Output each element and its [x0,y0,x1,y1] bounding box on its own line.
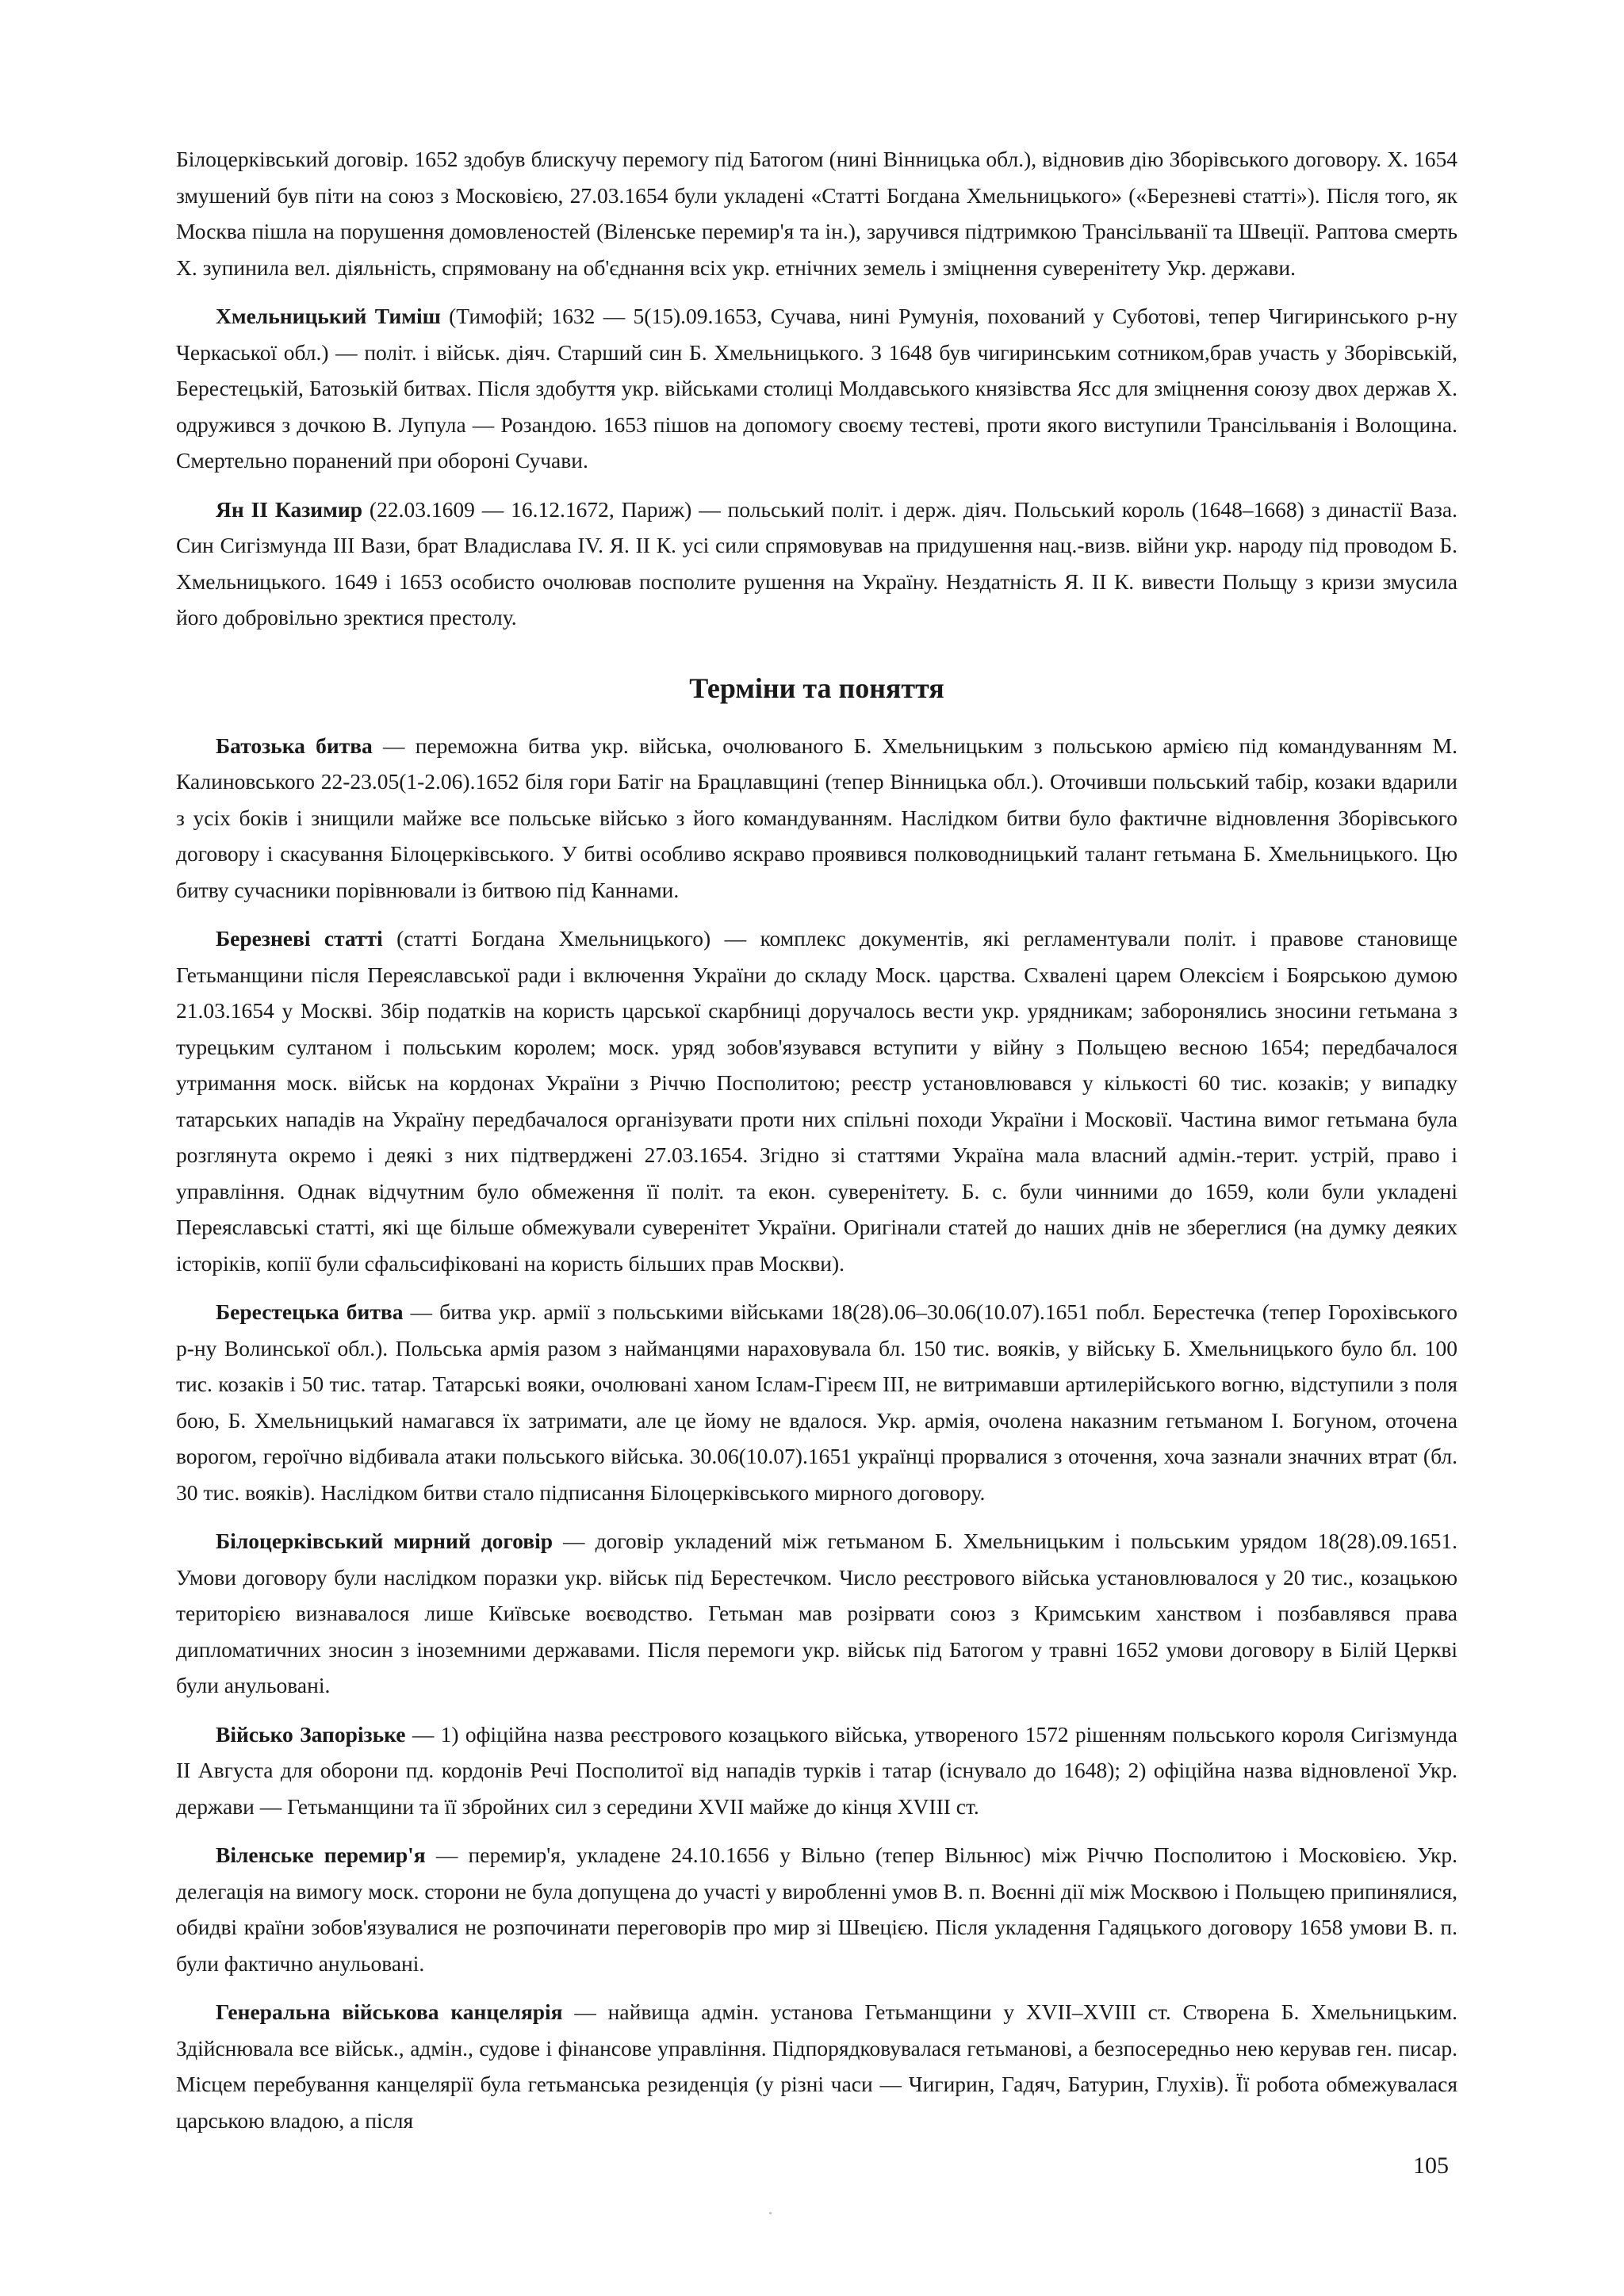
term-definition: (Тимофій; 1632 — 5(15).09.1653, Сучава, нині Румунія, похований у Суботові, тепер Чигиринського р-ну Черкаської обл.) — політ. і військ. діяч. Старший син Б. Хмельницького. З 1648 був чигиринським сотником,брав участь у Зборівській, Берестецькій, Батозькій битвах. Після здобуття укр. військами столиці Молдавського князівства Ясс для зміцнення союзу двох держав Х. одружився з дочкою В. Лупула — Розандою. 1653 пішов на допомогу своєму тестеві, проти якого виступили Трансільванія і Волощина. Смертельно поранений при обороні Сучави. [176,304,1457,473]
term-berestechko-battle [176,1294,1457,1510]
term-zaporozhian-host [176,1716,1457,1825]
biography-jan-kazimierz [176,492,1457,636]
page-number: 105 [1413,2152,1449,2179]
term-name: Віленське перемир'я [216,1843,426,1867]
term-name: Батозька битва [216,733,373,758]
term-name: Березневі статті [216,926,383,951]
term-bila-tserkva-treaty [176,1523,1457,1704]
term-name: Берестецька битва [216,1299,404,1324]
term-name: Ян II Казимир [216,496,363,522]
term-definition: (22.03.1609 — 16.12.1672, Париж) — польський політ. і держ. діяч. Польський король (1648–1668) з династії Ваза. Син Сигізмунда III Вази, брат Владислава IV. Я. II К. усі сили спрямовував на придушення нац.-визв. війни укр. народу під проводом Б. Хмельницького. 1649 і 1653 особисто очолював посполите рушення на Україну. Нездатність Я. II К. вивести Польщу з кризи змусила його добровільно зректися престолу. [176,496,1458,629]
intro-paragraph: Білоцерківський договір. 1652 здобув блискучу перемогу під Батогом (нині Вінницька обл.), відновив дію Зборівського договору. Х. 1654 змушений був піти на союз з Московією, 27.03.1654 були укладені «Статті Богдана Хмельницького» («Березневі статті»). Після того, як Москва пішла на порушення домовленостей (Віленське перемир'я та ін.), заручився підтримкою Трансільванії та Швеції. Раптова смерть Х. зупинила вел. діяльність, спрямовану на об'єднання всіх укр. етнічних земель і зміцнення суверенітету Укр. держави. [176,147,1457,280]
term-definition: — битва укр. армії з польськими військами 18(28).06–30.06(10.07).1651 побл. Берестечка (тепер Горохівського р-ну Волинської обл.). Польська армія разом з найманцями нараховувала бл. 150 тис. вояків, у війську Б. Хмельницького було бл. 100 тис. козаків і 50 тис. татар. Татарські вояки, очолювані ханом Іслам-Гіреєм III, не витримавши артилерійського вогню, відступили з поля бою, Б. Хмельницький намагався їх затримати, але це йому не вдалося. Укр. армія, очолена наказним гетьманом І. Богуном, оточена ворогом, героїчно відбивала атаки польського війська. 30.06(10.07).1651 українці прорвалися з оточення, хоча зазнали значних втрат (бл. 30 тис. вояків). Наслідком битви стало підписання Білоцерківського мирного договору. [176,1299,1457,1505]
term-definition: — переможна битва укр. війська, очолюваного Б. Хмельницьким з польською армією під командуванням М. Калиновського 22-23.05(1-2.06).1652 біля гори Батіг на Брацлавщині (тепер Вінницька обл.). Оточивши польський табір, козаки вдарили з усіх боків і знищили майже все польське військо з його командуванням. Наслідком битви було фактичне відновлення Зборівського договору і скасування Білоцерківського. У битві особливо яскраво проявився полководницький талант гетьмана Б. Хмельницького. Цю битву сучасники порівнювали із битвою під Каннами. [176,733,1457,902]
term-definition: — 1) офіційна назва реєстрового козацького війська, утвореного 1572 рішенням польського короля Сигізмунда II Августа для оборони пд. кордонів Речі Посполитої від нападів турків і татар (існувало до 1648); 2) офіційна назва відновленої Укр. держави — Гетьманщини та її збройних сил з середини XVII майже до кінця XVIII ст. [176,1721,1457,1819]
term-definition: — перемир'я, укладене 24.10.1656 у Вільно (тепер Вільнюс) між Річчю Посполитою і Московією. Укр. делегація на вимогу моск. сторони не була допущена до участі у виробленні умов В. п. Воєнні дії між Москвою і Польщею припинялися, обидві країни зобов'язувалися не розпочинати переговорів про мир зі Швецією. Після укладення Гадяцького договору 1658 умови В. п. були фактично анульовані. [176,1843,1458,1976]
term-name: Хмельницький Тиміш [216,304,441,328]
term-vilnius-truce [176,1837,1457,1981]
scan-artifact [769,2212,772,2214]
term-definition: (статті Богдана Хмельницького) — комплекс документів, які регламентували політ. і правове становище Гетьманщини після Переяславської ради і включення України до складу Моск. царства. Схвалені царем Олексієм і Боярською думою 21.03.1654 у Москві. Збір податків на користь царської скарбниці доручалось вести укр. урядникам; заборонялись зносини гетьмана з турецьким султаном і польським королем; моск. уряд зобов'язувався вступити у війну з Польщею весною 1654; передбачалося утримання моск. військ на кордонах України з Річчю Посполитою; реєстр установлювався у кількості 60 тис. козаків; у випадку татарських нападів на Україну передбачалося організувати проти них спільні походи України і Московії. Частина вимог гетьмана була розглянута окремо і деякі з них підтверджені 27.03.1654. Згідно зі статтями Україна мала власний адмін.-терит. устрій, право і управління. Однак відчутним було обмеження її політ. та екон. суверенітету. Б. с. були чинними до 1659, коли були укладені Переяславські статті, які ще більше обмежували суверенітет України. Оригінали статей до наших днів не збереглися (на думку деяких історіків, копії були сфальсифіковані на користь більших прав Москви). [176,926,1457,1276]
term-general-military-chancellery [176,1994,1457,2138]
term-name: Білоцерківський мирний договір [216,1529,553,1553]
term-batih-battle [176,728,1457,909]
biography-khmelnytskyi-tymish [176,298,1457,479]
section-heading: Терміни та поняття [689,672,944,704]
term-name: Генеральна військова канцелярія [216,1999,563,2024]
document-page [176,141,1457,2151]
term-definition: — договір укладений між гетьманом Б. Хмельницьким і польським урядом 18(28).09.1651. Умови договору були наслідком поразки укр. військ під Берестечком. Число реєстрового війська установлювалося у 20 тис., козацькою територією визнавалося лише Київське воєводство. Гетьман мав розірвати союз з Кримським ханством і позбавлявся права дипломатичних зносин з іноземними державами. Після перемоги укр. військ під Батогом у травні 1652 умови договору в Білій Церкві були анульовані. [176,1529,1457,1697]
term-definition: — найвища адмін. установа Гетьманщини у XVII–XVIII ст. Створена Б. Хмельницьким. Здійснювала все військ., адмін., судове і фінансове управління. Підпорядковувалася гетьманові, а безпосередньо нею керував ген. писар. Місцем перебування канцелярії була гетьманська резиденція (у різні часи — Чигирин, Гадяч, Батурин, Глухів). Її робота обмежувалася царською владою, а після [176,1999,1457,2133]
term-name: Військо Запорізьке [216,1721,406,1747]
term-march-articles [176,920,1457,1281]
